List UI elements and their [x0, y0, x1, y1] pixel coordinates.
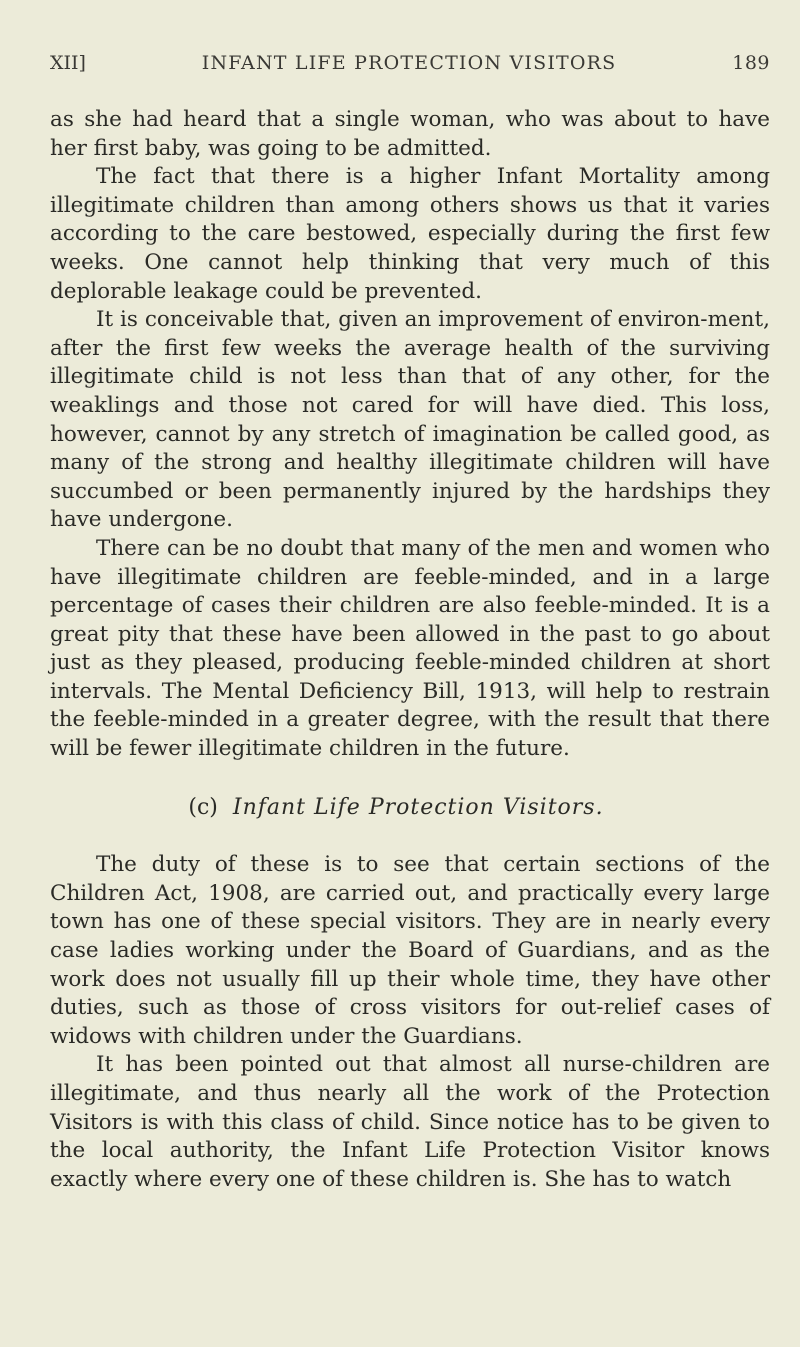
body-text [50, 106, 770, 1194]
running-title: INFANT LIFE PROTECTION VISITORS [201, 52, 617, 74]
page-number: 189 [732, 52, 770, 74]
paragraph-feeble-minded: There can be no doubt that many of the men and women who have illegitimate children are feeble-minded, and in a large percentage of cases their children are also feeble-minded. It is a great pity that these have been allowed in the past to go about just as they pleased, producing feeble-minded children at short intervals. The Mental Deficiency Bill, 1913, will help to restrain the feeble-minded in a greater degree, with the result that there will be fewer illegitimate children in the future. [50, 535, 770, 762]
paragraph-environment: It is conceivable that, given an improvement of environ-ment, after the first few weeks the average health of the surviving illegitimate child is not less than that of any other, for the weaklings and those not cared for will have died. This loss, however, cannot by any stretch of imagination be called good, as many of the strong and healthy illegitimate children will have succumbed or been permanently injured by the hardships they have undergone. [50, 307, 770, 533]
section-label: (c) [188, 794, 218, 820]
paragraph-nurse-children: It has been pointed out that almost all nurse-children are illegitimate, and thus nearly all the work of the Protection Visitors is with this class of child. Since notice has to be given to the local authority, the Infant Life Protection Visitor knows exactly where every one of these children is. She has to watch [50, 1052, 770, 1192]
paragraph-infant-mortality: The fact that there is a higher Infant Mortality among illegitimate children than among others shows us that it varies according to the care bestowed, especially during the first few weeks. One cannot help thinking that very much of this deplorable leakage could be prevented. [50, 164, 770, 304]
paragraph-continuation: as she had heard that a single woman, who was about to have her first baby, was going to be admitted. [50, 107, 770, 161]
section-title: Infant Life Protection Visitors. [232, 794, 604, 820]
paragraph-duty: The duty of these is to see that certain sections of the Children Act, 1908, are carried out, and practically every large town has one of these special visitors. They are in nearly every case ladies working under the Board of Guardians, and as the work does not usually fill up their whole time, they have other duties, such as those of cross visitors for out-relief cases of widows with children under the Guardians. [50, 852, 770, 1049]
section-heading [50, 794, 770, 823]
running-head [50, 52, 770, 74]
chapter-number: XII] [50, 52, 86, 74]
